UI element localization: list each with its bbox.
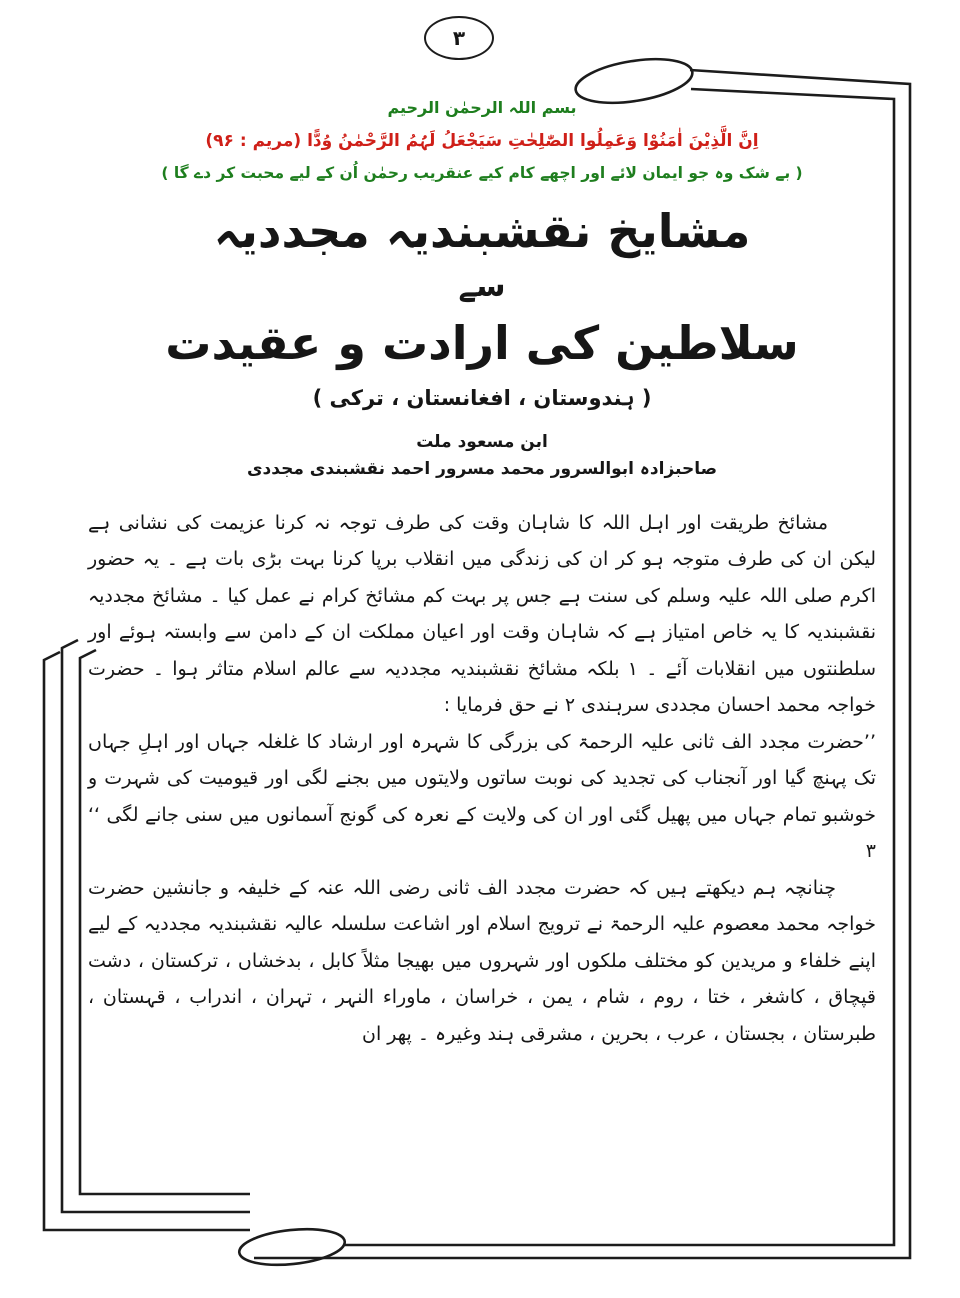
main-title-line1: مشایخ نقشبندیہ مجددیہ — [213, 204, 751, 258]
body-paragraph-2: چنانچہ ہم دیکھتے ہیں کہ حضرت مجدد الف ثانی رضی اللہ عنہ کے خلیفہ و جانشین حضرت خواجہ محمد معصوم علیہ الرحمۃ نے ترویج اسلام اور اشاعت سلسلہ عالیہ نقشبندیہ مجددیہ کے لیے اپنے خلفاء و مریدین کو مختلف ملکوں اور شہروں میں بھیجا مثلاً کابل ، بدخشاں ، ترکستان ، دشت قپچاق ، کاشغر ، ختا ، روم ، شام ، یمن ، خراسان ، ماوراء النہر ، تہران ، اندراب ، قہستان ، طبرستان ، بجستان ، عرب ، بحرین ، مشرقی ہند وغیرہ ۔ پھر ان — [88, 876, 876, 1045]
bottom-left-ornament-oval — [238, 1225, 347, 1270]
page-number: ۳ — [452, 26, 466, 50]
body-text-block — [88, 505, 876, 1052]
page-number-badge — [424, 16, 494, 60]
body-paragraph-1: مشائخ طریقت اور اہل اللہ کا شاہان وقت کی طرف توجہ نہ کرنا عزیمت کی نشانی ہے لیکن ان کی طرف متوجہ ہو کر ان کی زندگی میں انقلاب برپا کرنا بہت بڑی بات ہے ۔ یہ حضور اکرم صلی اللہ علیہ وسلم کی سنت ہے جس پر بہت کم مشائخ کرام نے عمل کیا ۔ مشائخ مجددیہ نقشبندیہ کا یہ خاص امتیاز ہے کہ شاہان وقت اور اعیان مملکت ان کے دامن سے وابستہ ہوئے اور سلطنتوں میں انقلابات آئے ۔ ۱ بلکہ مشائخ نقشبندیہ مجددیہ سے عالم اسلام متاثر ہوا ۔ حضرت خواجہ محمد احسان مجددی سرہندی ۲ نے حق فرمایا : — [88, 512, 876, 717]
verse-translation-text: ( بے شک وہ جو ایمان لائے اور اچھے کام کیے عنقریب رحمٰن اُن کے لیے محبت کر دے گا ) — [161, 164, 803, 182]
author-name: صاحبزادہ ابوالسرور محمد مسرور احمد نقشبندی مجددی — [246, 459, 718, 479]
bismillah-text: بسم اللہ الرحمٰن الرحیم — [387, 98, 577, 117]
quotation-block: ’’حضرت مجدد الف ثانی علیہ الرحمۃ کی بزرگی کا شہرہ اور ارشاد کا غلغلہ جہاں اور اہلِ جہاں تک پہنچ گیا اور آنجناب کی تجدید کی نوبت ساتوں ولایتوں میں بجنے لگی اور قیومیت کی شہرت و خوشبو تمام جہاں میں پھیل گئی اور ان کی ولایت کے نعرہ کی گونج آسمانوں میں سنی جانے لگی ‘‘ ۳ — [88, 730, 876, 863]
page-content — [88, 98, 876, 1052]
main-title-line2: سے — [458, 269, 506, 304]
main-title-line3: سلاطین کی ارادت و عقیدت — [165, 316, 799, 370]
quran-verse-text: اِنَّ الَّذِیْنَ اٰمَنُوْا وَعَمِلُوا الصّٰلِحٰتِ سَیَجْعَلُ لَہُمُ الرَّحْمٰنُ وُدًّا (مریم : ۹۶) — [205, 131, 759, 151]
title-subtitle-regions: ( ہندوستان ، افغانستان ، ترکی ) — [312, 386, 652, 410]
author-epithet: ابن مسعود ملت — [416, 432, 548, 452]
